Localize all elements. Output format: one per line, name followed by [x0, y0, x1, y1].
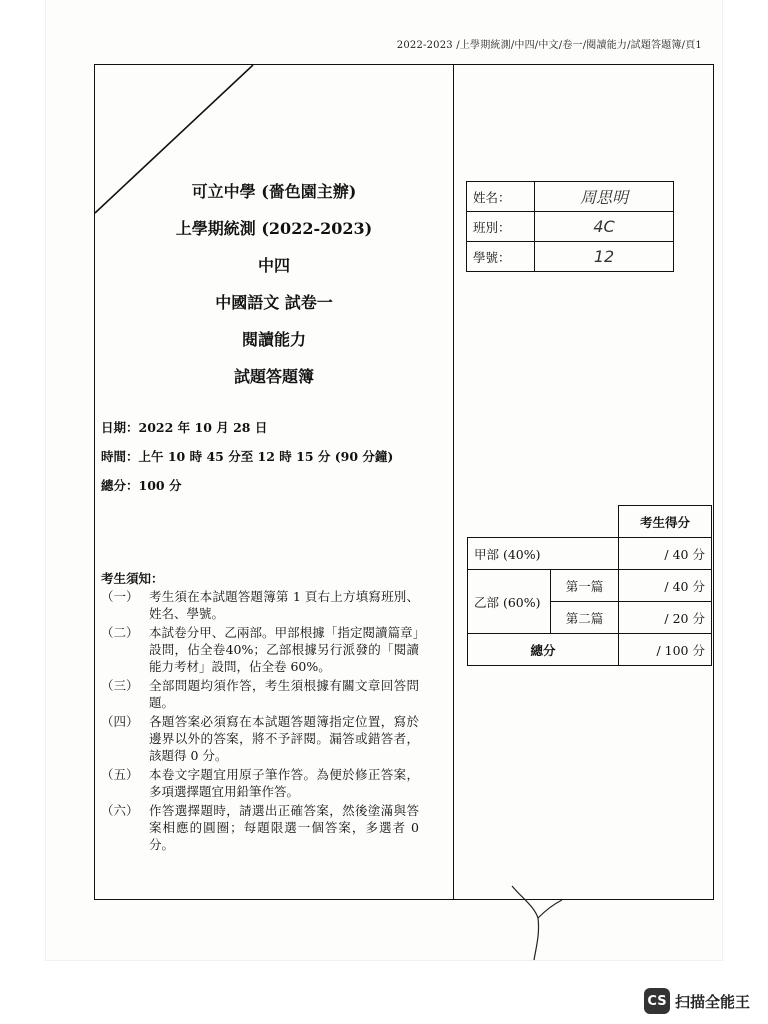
number-label: 學號：: [467, 242, 535, 272]
scanner-app-name: 扫描全能王: [674, 992, 750, 1011]
student-name-row: [467, 182, 674, 212]
note-item: （二） 本試卷分甲、乙兩部。甲部根據「指定閱讀篇章」設問，佔全卷40%；乙部根據另行派發的「閱讀能力考材」設問，佔全卷 60%。: [101, 625, 419, 674]
booklet-name: 試題答題簿: [233, 367, 314, 386]
signature-mark: [504, 884, 574, 964]
page-header-path: 2022-2023 /上學期統測/中四/中文/卷一/閱讀能力/試題答題簿/頁1: [396, 40, 702, 51]
exam-name: 上學期統測 (2022-2023): [175, 219, 373, 238]
number-field[interactable]: 12: [535, 242, 674, 272]
note-item: （一） 考生須在本試題答題簿第 1 頁右上方填寫班別、姓名、學號。: [101, 589, 419, 621]
cover-frame: [94, 64, 714, 900]
note-item: （三） 全部問題均須作答，考生須根據有關文章回答問題。: [101, 678, 419, 710]
passage1-score[interactable]: / 40 分: [619, 570, 712, 602]
student-number-row: [467, 242, 674, 272]
part-b-label: 乙部 (60%): [468, 570, 551, 634]
score-table: [467, 505, 712, 666]
note-item: （四） 各題答案必須寫在本試題答題簿指定位置，寫於邊界以外的答案，將不予評閱。漏答或錯答者，該題得 0 分。: [101, 714, 419, 763]
class-field[interactable]: 4C: [535, 212, 674, 242]
exam-date: 日期：2022 年 10 月 28 日: [101, 420, 268, 435]
exam-info: [101, 413, 441, 500]
camscanner-icon: CS: [644, 988, 670, 1014]
exam-time: 時間：上午 10 時 45 分至 12 時 15 分 (90 分鐘): [101, 449, 394, 464]
name-field[interactable]: 周思明: [535, 182, 674, 212]
student-class-row: [467, 212, 674, 242]
frame-divider: [453, 65, 454, 899]
passage2-label: 第二篇: [551, 602, 619, 634]
passage2-score[interactable]: / 20 分: [619, 602, 712, 634]
note-item: （六） 作答選擇題時，請選出正確答案，然後塗滿與答案相應的圓圈；每題限選一個答案，多選者 0 分。: [101, 803, 419, 852]
note-item: （五） 本卷文字題宜用原子筆作答。為便於修正答案，多項選擇題宜用鉛筆作答。: [101, 767, 419, 799]
student-info-table: [466, 181, 674, 272]
paper-name: 閱讀能力: [241, 330, 306, 349]
passage1-label: 第一篇: [551, 570, 619, 602]
exam-total-marks: 總分：100 分: [101, 478, 182, 493]
subject-name: 中國語文 試卷一: [215, 293, 333, 312]
class-label: 班別：: [467, 212, 535, 242]
part-a-label: 甲部 (40%): [468, 538, 619, 570]
form-level: 中四: [257, 256, 290, 275]
candidate-notes: [101, 570, 431, 855]
name-label: 姓名：: [467, 182, 535, 212]
title-block: [95, 173, 453, 395]
exam-page: [46, 0, 722, 960]
school-name: 可立中學 (嗇色園主辦): [191, 182, 357, 201]
score-header: 考生得分: [619, 506, 712, 538]
part-a-score[interactable]: / 40 分: [619, 538, 712, 570]
notes-title: 考生須知：: [101, 571, 164, 586]
scanner-app-logo: [644, 988, 750, 1014]
total-label: 總分: [468, 634, 619, 666]
total-score[interactable]: / 100 分: [619, 634, 712, 666]
